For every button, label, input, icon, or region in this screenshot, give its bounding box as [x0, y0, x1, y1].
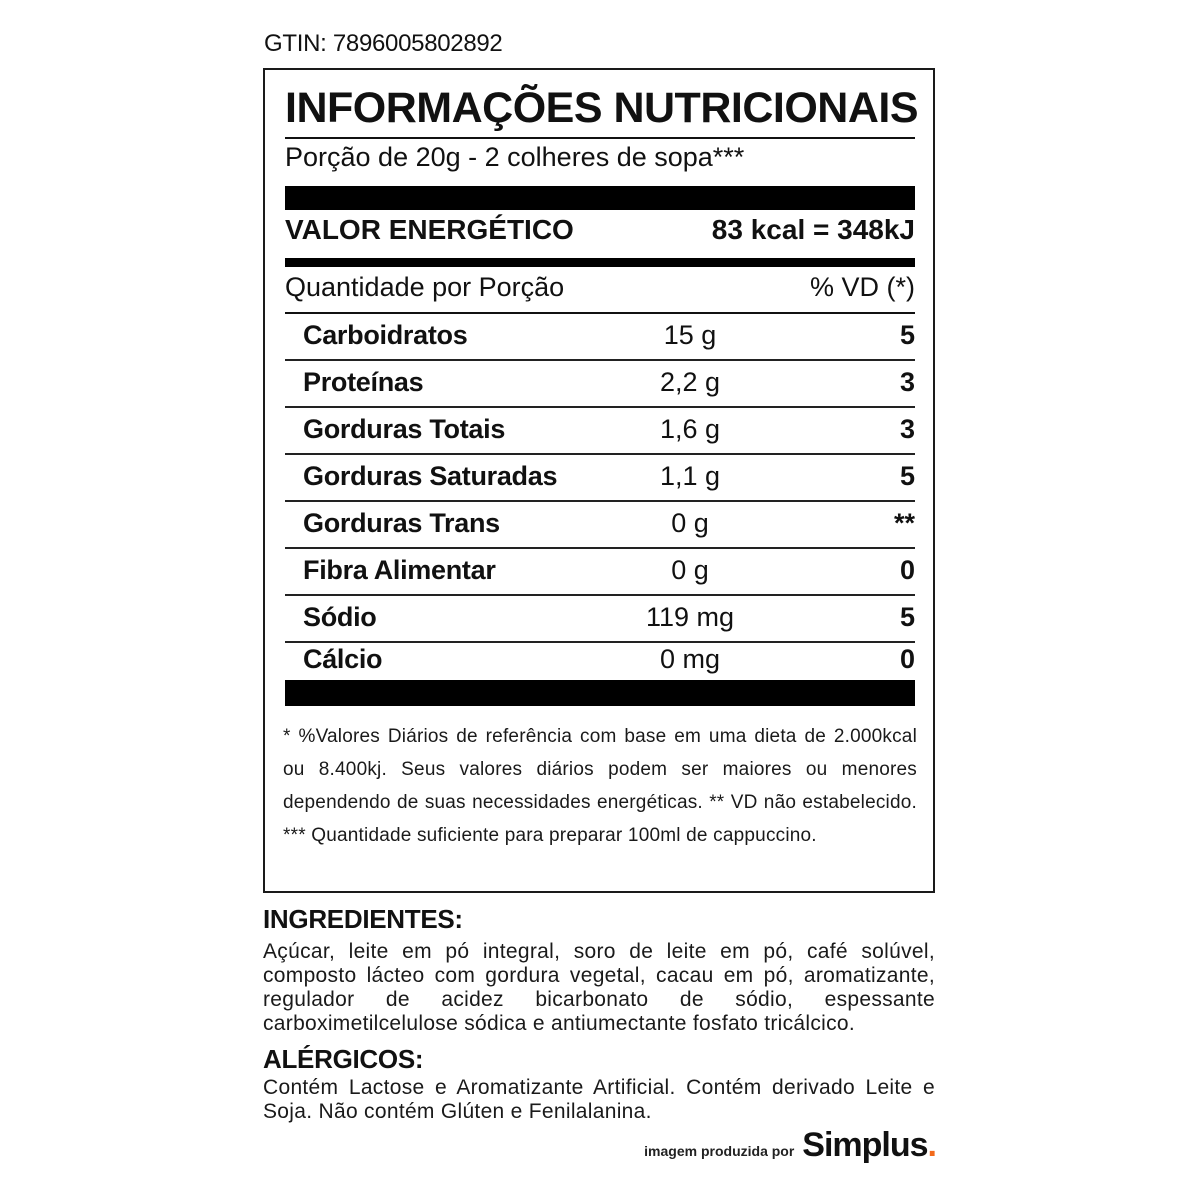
- quantity-header-row: [285, 272, 915, 303]
- nutrient-vd: 0: [899, 555, 915, 585]
- allergens-text: Contém Lactose e Aromatizante Artificial. Contém derivado Leite e Soja. Não contém Glúten e Fenilalanina.: [263, 1076, 935, 1123]
- nutrient-vd: 5: [899, 602, 915, 632]
- nutrient-row-gorduras-saturadas: [285, 455, 915, 502]
- nutrition-facts-panel: [263, 68, 935, 893]
- nutrient-name: Gorduras Totais: [303, 414, 506, 444]
- nutrient-name: Carboidratos: [303, 320, 468, 350]
- nutrient-vd: 5: [899, 461, 915, 491]
- nutrient-row-proteinas: [285, 361, 915, 408]
- title-divider: [285, 137, 915, 139]
- nutrient-amount: 0 g: [671, 555, 709, 585]
- simplus-logo: [802, 1126, 936, 1165]
- energy-bar: [285, 258, 915, 267]
- nutrient-name: Fibra Alimentar: [303, 555, 496, 585]
- nutrient-amount: 119 mg: [645, 602, 735, 632]
- nutrient-row-calcio: [285, 641, 915, 679]
- energy-row: [285, 214, 915, 246]
- nutrient-amount: 1,6 g: [659, 414, 721, 444]
- nutrient-row-sodio: [285, 596, 915, 643]
- logo-dot: .: [927, 1126, 936, 1164]
- nutrient-amount: 2,2 g: [659, 367, 721, 397]
- ingredients-text: Açúcar, leite em pó integral, soro de leite em pó, café solúvel, composto lácteo com gordura vegetal, cacau em pó, aromatizante, regulador de acidez bicarbonato de sódio, espessante carboximetilcelulose sódica e antiumectante fosfato tricálcico.: [263, 940, 935, 1035]
- nutrient-amount: 0 mg: [659, 644, 721, 674]
- nutrient-vd: 0: [899, 644, 915, 674]
- footnote: * %Valores Diários de referência com base em uma dieta de 2.000kcal ou 8.400kj. Seus valores diários podem ser maiores ou menores dependendo de suas necessidades energéticas. ** VD não estabelecido. *** Quantidade suficiente para preparar 100ml de cappuccino.: [283, 726, 917, 846]
- ingredients-heading: INGREDIENTES:: [263, 904, 463, 934]
- nutrient-amount: 0 g: [671, 508, 709, 538]
- credit-text: imagem produzida por: [644, 1143, 795, 1159]
- nutrient-row-carboidratos: [285, 314, 915, 361]
- nutrient-row-gorduras-trans: [285, 502, 915, 549]
- nutrient-row-fibra-alimentar: [285, 549, 915, 596]
- image-credit: [644, 1126, 936, 1165]
- nutrition-title: INFORMAÇÕES NUTRICIONAIS: [285, 84, 918, 132]
- table-bottom-bar: [285, 680, 915, 706]
- nutrient-vd: **: [893, 508, 915, 538]
- gtin-code: GTIN: 7896005802892: [264, 30, 503, 57]
- allergens-heading: ALÉRGICOS:: [263, 1044, 424, 1074]
- nutrient-vd: 3: [899, 414, 915, 444]
- nutrient-amount: 15 g: [663, 320, 717, 350]
- logo-wordmark: Simplus: [802, 1126, 928, 1164]
- nutrient-name: Proteínas: [303, 367, 424, 397]
- vd-header: % VD (*): [809, 272, 915, 302]
- nutrient-name: Sódio: [303, 602, 377, 632]
- nutrient-row-gorduras-totais: [285, 408, 915, 455]
- nutrient-amount: 1,1 g: [659, 461, 721, 491]
- nutrient-name: Gorduras Saturadas: [303, 461, 558, 491]
- energy-value: 83 kcal = 348kJ: [711, 214, 915, 245]
- serving-bar: [285, 186, 915, 210]
- energy-label: VALOR ENERGÉTICO: [285, 214, 574, 245]
- nutrient-name: Cálcio: [303, 644, 383, 674]
- serving-size: Porção de 20g - 2 colheres de sopa***: [285, 142, 745, 172]
- nutrient-name: Gorduras Trans: [303, 508, 500, 538]
- nutrient-vd: 5: [899, 320, 915, 350]
- nutrient-vd: 3: [899, 367, 915, 397]
- quantity-header: Quantidade por Porção: [285, 272, 565, 302]
